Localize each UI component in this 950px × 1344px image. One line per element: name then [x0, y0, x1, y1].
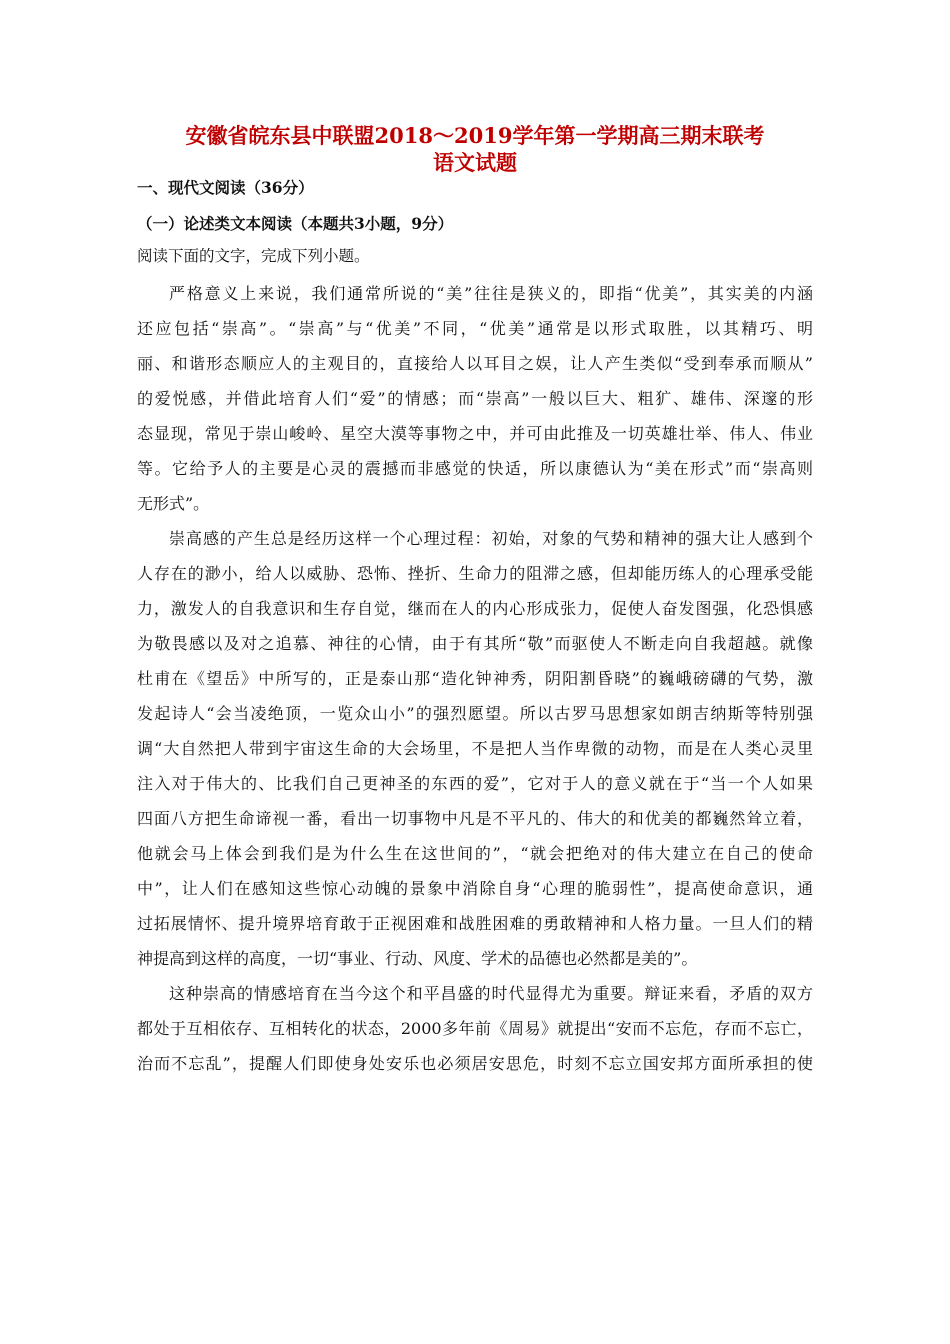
text-line: 中”，让人们在感知这些惊心动魄的景象中消除自身“心理的脆弱性”，提高使命意识，通	[137, 879, 813, 898]
text-line: 过拓展情怀、提升境界培育敢于正视困难和战胜困难的勇敢精神和人格力量。一旦人们的精	[137, 914, 813, 933]
paragraph-2	[137, 528, 813, 983]
text-line: 无形式”。	[137, 494, 210, 513]
text-line: 四面八方把生命谛视一番，看出一切事物中凡是不平凡的、伟大的和优美的都巍然耸立着，	[137, 809, 813, 828]
document-title: 安徽省皖东县中联盟2018～2019学年第一学期高三期末联考	[185, 123, 765, 148]
text-line: 这种崇高的情感培育在当今这个和平昌盛的时代显得尤为重要。辩证来看，矛盾的双方	[169, 984, 813, 1003]
text-line: 人存在的渺小，给人以威胁、恐怖、挫折、生命力的阻滞之感，但却能历练人的心理承受能	[137, 564, 813, 583]
reading-instruction: 阅读下面的文字，完成下列小题。	[137, 247, 370, 265]
text-line: 还应包括“崇高”。“崇高”与“优美”不同，“优美”通常是以形式取胜，以其精巧、明	[137, 319, 813, 338]
text-line: 的爱悦感，并借此培育人们“爱”的情感；而“崇高”一般以巨大、粗犷、雄伟、深邃的形	[137, 389, 813, 408]
article-body	[137, 283, 813, 1088]
text-line: 为敬畏感以及对之追慕、神往的心情，由于有其所“敬”而驱使人不断走向自我超越。就像	[137, 634, 813, 653]
text-line: 他就会马上体会到我们是为什么生在这世间的”，“就会把绝对的伟大建立在自己的使命	[137, 844, 813, 863]
text-line: 丽、和谐形态顺应人的主观目的，直接给人以耳目之娱，让人产生类似“受到奉承而顺从”	[137, 354, 813, 373]
text-line: 等。它给予人的主要是心灵的震撼而非感觉的快适，所以康德认为“美在形式”而“崇高则	[137, 459, 813, 478]
paragraph-3	[137, 983, 813, 1088]
text-line: 崇高感的产生总是经历这样一个心理过程：初始，对象的气势和精神的强大让人感到个	[169, 529, 813, 548]
text-line: 调“大自然把人带到宇宙这生命的大会场里，不是把人当作卑微的动物，而是在人类心灵里	[137, 739, 813, 758]
subsection-heading: （一）论述类文本阅读（本题共3小题，9分）	[137, 214, 454, 233]
section-heading: 一、现代文阅读（36分）	[137, 178, 314, 197]
paragraph-1	[137, 283, 813, 528]
text-line: 治而不忘乱”，提醒人们即使身处安乐也必须居安思危，时刻不忘立国安邦方面所承担的使	[137, 1054, 813, 1073]
text-line: 杜甫在《望岳》中所写的，正是泰山那“造化钟神秀，阴阳割昏晓”的巍峨磅礴的气势，激	[137, 669, 813, 688]
document-subtitle: 语文试题	[433, 150, 517, 175]
text-line: 态显现，常见于崇山峻岭、星空大漠等事物之中，并可由此推及一切英雄壮举、伟人、伟业	[137, 424, 813, 443]
text-line: 注入对于伟大的、比我们自己更神圣的东西的爱”，它对于人的意义就在于“当一个人如果	[137, 774, 813, 793]
text-line: 都处于互相依存、互相转化的状态，2000多年前《周易》就提出“安而不忘危，存而不忘亡，	[137, 1019, 813, 1038]
text-line: 严格意义上来说，我们通常所说的“美”往往是狭义的，即指“优美”，其实美的内涵	[169, 284, 813, 303]
text-line: 力，激发人的自我意识和生存自觉，继而在人的内心形成张力，促使人奋发图强，化恐惧感	[137, 599, 813, 618]
text-line: 发起诗人“会当凌绝顶，一览众山小”的强烈愿望。所以古罗马思想家如朗吉纳斯等特别强	[137, 704, 813, 723]
text-line: 神提高到这样的高度，一切“事业、行动、风度、学术的品德也必然都是美的”。	[137, 949, 698, 968]
